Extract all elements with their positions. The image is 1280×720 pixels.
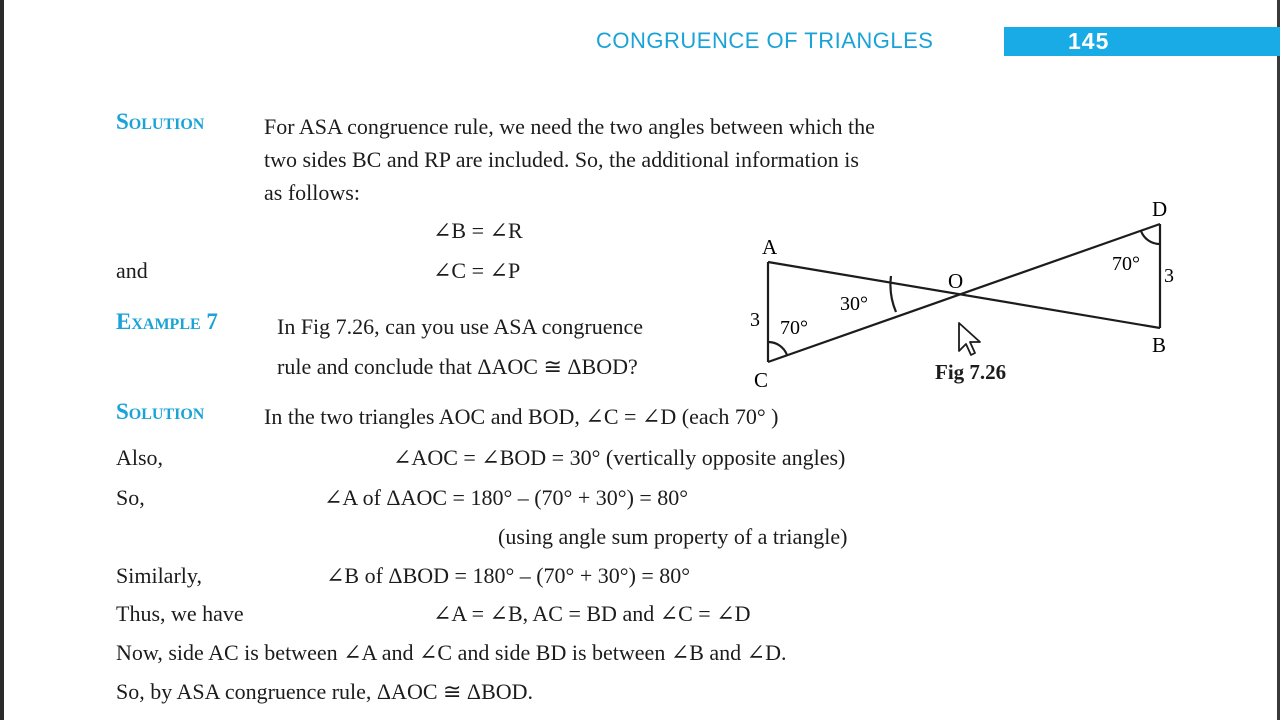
solution-label: Solution [116, 109, 205, 134]
point-o-label: O [948, 269, 964, 293]
point-b-label: B [1152, 333, 1167, 357]
page-number: 145 [1068, 28, 1110, 54]
point-c-label: C [754, 368, 769, 392]
angle-c-arc [768, 342, 787, 355]
row-lead-similarly: Similarly, [116, 563, 202, 588]
equation-angle-b-r: ∠B = ∠R [433, 218, 523, 243]
solution1-line: as follows: [264, 180, 360, 205]
angle-sum-note: (using angle sum property of a triangle) [498, 524, 848, 549]
equation-angle-c-p: ∠C = ∠P [433, 258, 521, 283]
left-edge-border [0, 0, 4, 720]
row-lead-also: Also, [116, 445, 164, 470]
row-lead-thus: Thus, we have [116, 601, 244, 626]
solution1-line: two sides BC and RP are included. So, the additional information is [264, 147, 859, 172]
point-a-label: A [762, 235, 778, 259]
example-question-line: rule and conclude that ΔAOC ≅ ΔBOD? [277, 354, 638, 379]
and-word: and [116, 258, 148, 283]
equation-summary: ∠A = ∠B, AC = BD and ∠C = ∠D [433, 601, 751, 626]
solution-label: Solution [116, 399, 205, 424]
angle-d-value: 70° [1112, 253, 1140, 275]
equation-vertical-angles: ∠AOC = ∠BOD = 30° (vertically opposite angles) [393, 445, 846, 470]
conclusion-line: So, by ASA congruence rule, ΔAOC ≅ ΔBOD. [116, 679, 534, 704]
angle-aoc-value: 30° [840, 293, 868, 315]
equation-angle-b: ∠B of ΔBOD = 180° – (70° + 30°) = 80° [326, 563, 691, 588]
angle-aoc-arc [890, 276, 896, 312]
solution1-line: For ASA congruence rule, we need the two angles between which the [264, 114, 875, 139]
figure-caption: Fig 7.26 [935, 360, 1007, 384]
side-bd-length: 3 [1164, 265, 1174, 287]
side-ac-length: 3 [750, 309, 760, 331]
row-lead-so: So, [116, 485, 145, 510]
chapter-title: CONGRUENCE OF TRIANGLES [596, 28, 934, 53]
equation-angle-a: ∠A of ΔAOC = 180° – (70° + 30°) = 80° [324, 485, 689, 510]
point-d-label: D [1152, 197, 1168, 221]
example-label: Example 7 [116, 309, 218, 334]
page-number-bar [1004, 27, 1280, 56]
reasoning-line: Now, side AC is between ∠A and ∠C and side BD is between ∠B and ∠D. [116, 640, 787, 665]
example-question-line: In Fig 7.26, can you use ASA congruence [277, 314, 643, 339]
angle-d-arc [1141, 231, 1160, 244]
solution2-intro-line: In the two triangles AOC and BOD, ∠C = ∠D (each 70° ) [264, 404, 779, 429]
angle-c-value: 70° [780, 317, 808, 339]
segment-ab [768, 262, 1160, 328]
mouse-cursor-icon [957, 321, 987, 359]
